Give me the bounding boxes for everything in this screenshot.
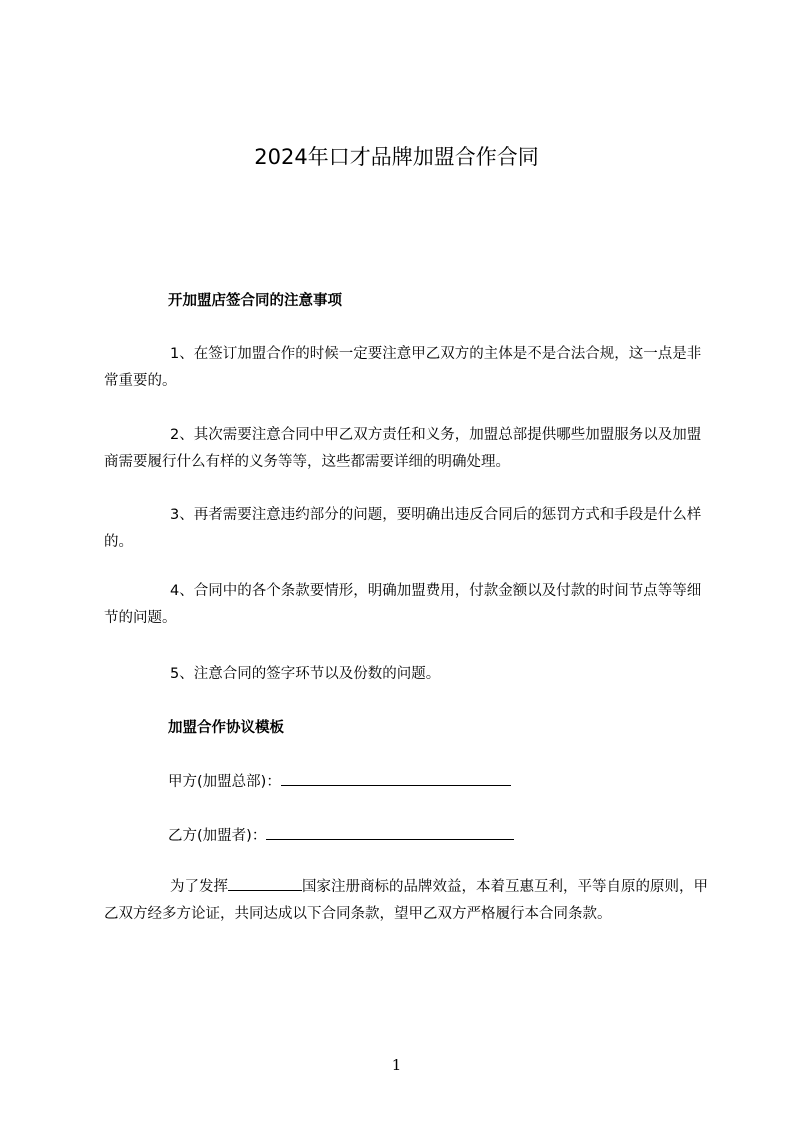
intro-suffix: 国家注册商标的品牌效益，本着互惠互利，平等自原的原则，甲乙双方经多方论证，共同达成以下合同条款，望甲乙双方严格履行本合同条款。 — [104, 879, 708, 922]
intro-prefix: 为了发挥 — [170, 879, 228, 895]
section-heading-notes: 开加盟店签合同的注意事项 — [168, 293, 342, 309]
brand-blank — [228, 876, 302, 891]
party-b-blank — [266, 825, 514, 840]
party-b-line — [168, 825, 514, 846]
party-b-label: 乙方(加盟者)： — [168, 828, 267, 844]
list-item: 3、再者需要注意违约部分的问题，要明确出违反合同后的惩罚方式和手段是什么样的。 — [104, 507, 702, 550]
section-heading-template: 加盟合作协议模板 — [168, 720, 284, 736]
list-item: 5、注意合同的签字环节以及份数的问题。 — [170, 666, 441, 682]
party-a-label: 甲方(加盟总部)： — [168, 774, 281, 790]
document-title: 2024年口才品牌加盟合作合同 — [254, 145, 539, 169]
party-a-line — [168, 771, 511, 792]
list-item: 4、合同中的各个条款要情形，明确加盟费用，付款金额以及付款的时间节点等等细节的问题。 — [104, 583, 702, 626]
page-number: 1 — [391, 1056, 402, 1074]
intro-paragraph — [104, 874, 708, 928]
list-item: 1、在签订加盟合作的时候一定要注意甲乙双方的主体是不是合法合规，这一点是非常重要的。 — [104, 346, 702, 389]
list-item: 2、其次需要注意合同中甲乙双方责任和义务，加盟总部提供哪些加盟服务以及加盟商需要履行什么有样的义务等等，这些都需要详细的明确处理。 — [104, 427, 702, 470]
party-a-blank — [281, 771, 511, 786]
